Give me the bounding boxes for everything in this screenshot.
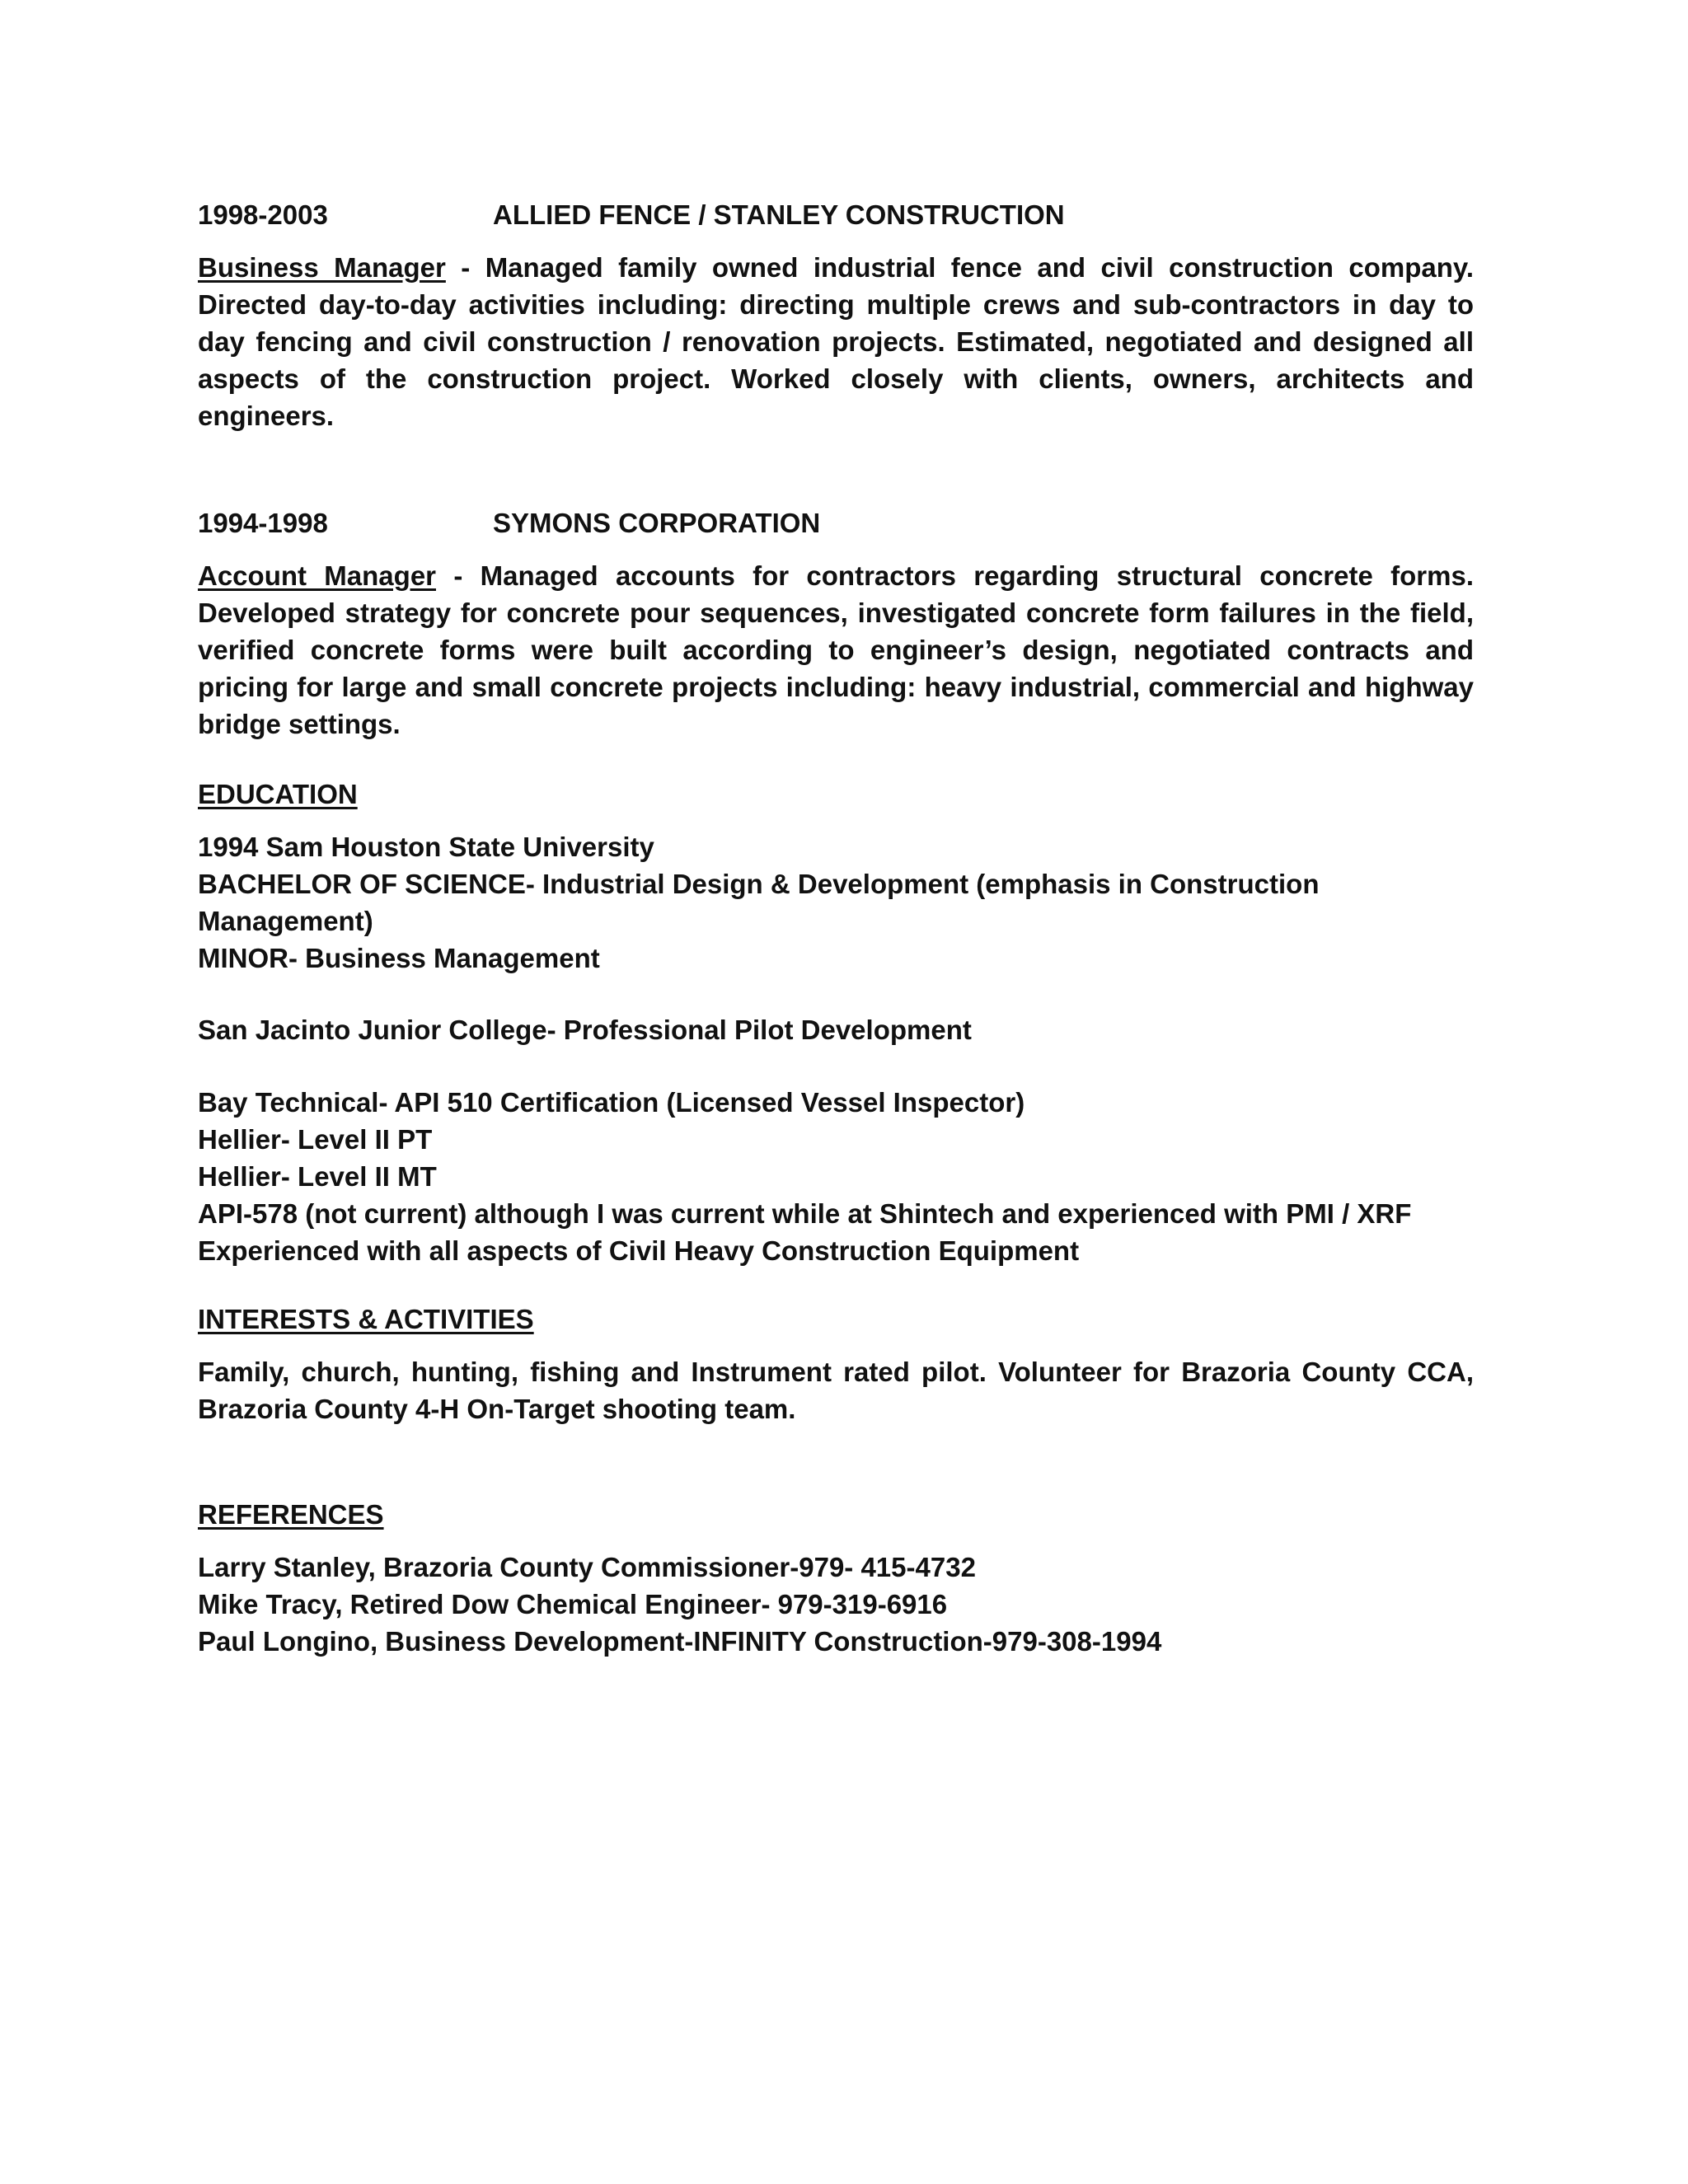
job-years: 1994-1998: [198, 508, 328, 538]
job-company: SYMONS CORPORATION: [493, 508, 821, 538]
job-company: ALLIED FENCE / STANLEY CONSTRUCTION: [493, 199, 1065, 230]
interests-heading: INTERESTS & ACTIVITIES: [198, 1304, 534, 1334]
education-heading: EDUCATION: [198, 779, 358, 809]
certification-line: Experienced with all aspects of Civil Heavy Construction Equipment: [198, 1235, 1080, 1266]
reference-item: Larry Stanley, Brazoria County Commissioner-979- 415-4732: [198, 1552, 976, 1582]
job-header-allied-fence: [198, 196, 1474, 233]
education-line: BACHELOR OF SCIENCE- Industrial Design & Development (emphasis in Construction Management): [198, 869, 1320, 936]
education-college: San Jacinto Junior College- Professional Pilot Development: [198, 1015, 972, 1045]
job-description-allied-fence: [198, 249, 1474, 434]
certification-line: Hellier- Level II PT: [198, 1124, 433, 1155]
education-line: MINOR- Business Management: [198, 943, 600, 973]
resume-content: [198, 196, 1474, 1660]
job-role: Account Manager: [198, 560, 437, 591]
certification-line: Hellier- Level II MT: [198, 1161, 437, 1192]
education-line: 1994 Sam Houston State University: [198, 832, 654, 862]
certification-line: API-578 (not current) although I was current while at Shintech and experienced with PMI / XRF: [198, 1198, 1412, 1229]
references-list: [198, 1549, 1474, 1660]
job-description-text: - Managed family owned industrial fence and civil construction company. Directed day-to-day activities including: directing multiple crews and sub-contractors in day to day fencing and civil construction / renovation projects. Estimated, negotiated and designed all aspects of the construction project. Worked closely with clients, owners, architects and engineers.: [198, 252, 1474, 431]
job-header-symons: [198, 504, 1474, 541]
job-description-symons: [198, 557, 1474, 743]
interests-text: Family, church, hunting, fishing and Instrument rated pilot. Volunteer for Brazoria County CCA, Brazoria County 4-H On-Target shooting team.: [198, 1357, 1474, 1424]
certification-line: Bay Technical- API 510 Certification (Licensed Vessel Inspector): [198, 1087, 1025, 1118]
job-role: Business Manager: [198, 252, 446, 283]
reference-item: Mike Tracy, Retired Dow Chemical Engineer- 979-319-6916: [198, 1589, 948, 1619]
education-university-block: [198, 828, 1474, 977]
job-description-text: - Managed accounts for contractors regarding structural concrete forms. Developed strategy for concrete pour sequences, investigated concrete form failures in the field, verified concrete forms were built according to engineer’s design, negotiated contracts and pricing for large and small concrete projects including: heavy industrial, commercial and highway bridge settings.: [198, 560, 1475, 739]
job-years: 1998-2003: [198, 199, 328, 230]
education-certifications-block: [198, 1084, 1474, 1269]
references-heading: REFERENCES: [198, 1499, 384, 1530]
reference-item: Paul Longino, Business Development-INFINITY Construction-979-308-1994: [198, 1626, 1162, 1657]
